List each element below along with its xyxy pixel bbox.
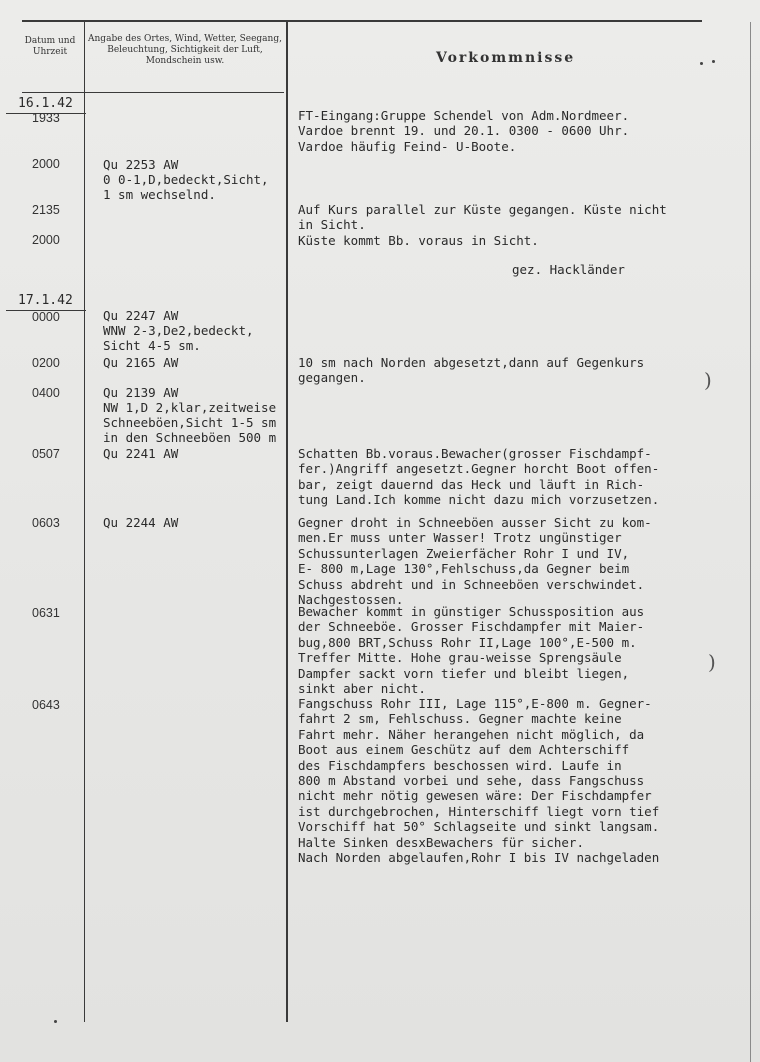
time-0603: 0603	[32, 516, 60, 530]
event-0603: Gegner droht in Schneeböen ausser Sicht zu kom- men.Er muss unter Wasser! Trotz ungünstiger Schussunterlagen Zweierfächer Rohr I und IV, E- 800 m,Lage 130°,Fehlschuss,da Gegner beim Schuss abdreht und in Schneeböen verschwindet. Nachgestossen.	[298, 515, 652, 608]
header-dot	[700, 62, 703, 65]
event-0631: Bewacher kommt in günstiger Schussposition aus der Schneeböe. Grosser Fischdampfer mit Maier- bug,800 BRT,Schuss Rohr II,Lage 100°,E-500 m. Treffer Mitte. Hohe grau-weisse Sprengsäule Dampfer sackt vorn tiefer und bleibt liegen, sinkt aber nicht.	[298, 604, 645, 697]
date-16-1-42: 16.1.42	[18, 96, 73, 111]
position-0507: Qu 2241 AW	[103, 446, 179, 461]
time-0400: 0400	[32, 386, 60, 400]
header-location-weather: Angabe des Ortes, Wind, Wetter, Seegang, Beleuchtung, Sichtigkeit der Luft, Mondschein usw.	[88, 34, 282, 66]
event-0200: 10 sm nach Norden abgesetzt,dann auf Gegenkurs gegangen.	[298, 355, 645, 386]
time-0000: 0000	[32, 310, 60, 324]
date-17-1-42: 17.1.42	[18, 293, 73, 308]
time-0200: 0200	[32, 356, 60, 370]
time-2000-b: 2000	[32, 233, 60, 247]
header-events: Vorkommnisse	[436, 50, 576, 66]
event-0643: Fangschuss Rohr III, Lage 115°,E-800 m. Gegner- fahrt 2 sm, Fehlschuss. Gegner machte keine Fahrt mehr. Näher herangehen nicht möglich, da Boot aus einem Geschütz auf dem Achterschiff des Fischdampfers beschossen wird. Laufe in 800 m Abstand vorbei und sehe, dass Fangschuss nicht mehr nötig gewesen wäre: Der Fischdampfer ist durchgebrochen, Hinterschiff liegt vorn tief Vorschiff hat 50° Schlagseite und sinkt langsam. Halte Sinken desxBewachers für sicher. Nach Norden abgelaufen,Rohr I bis IV nachgeladen	[298, 696, 660, 866]
column-divider-1	[84, 22, 85, 1022]
margin-mark: )	[708, 650, 716, 674]
header-dot	[712, 60, 715, 63]
position-0603: Qu 2244 AW	[103, 515, 179, 530]
event-2000-b: Küste kommt Bb. voraus in Sicht.	[298, 233, 539, 248]
time-1933: 1933	[32, 111, 60, 125]
position-0000: Qu 2247 AW WNW 2-3,De2,bedeckt, Sicht 4-5 sm.	[103, 308, 254, 353]
signature: gez. Hackländer	[512, 262, 625, 277]
margin-mark: )	[704, 368, 712, 392]
corner-mark	[54, 1020, 57, 1023]
header-date-time: Datum und Uhrzeit	[24, 36, 76, 57]
top-rule	[22, 20, 702, 22]
position-2000: Qu 2253 AW 0 0-1,D,bedeckt,Sicht, 1 sm wechselnd.	[103, 157, 269, 202]
time-0631: 0631	[32, 606, 60, 620]
time-0643: 0643	[32, 698, 60, 712]
position-0200: Qu 2165 AW	[103, 355, 179, 370]
time-0507: 0507	[32, 447, 60, 461]
header-rule	[22, 92, 284, 93]
time-2000: 2000	[32, 157, 60, 171]
event-2135: Auf Kurs parallel zur Küste gegangen. Küste nicht in Sicht.	[298, 202, 667, 233]
time-2135: 2135	[32, 203, 60, 217]
position-0400: Qu 2139 AW NW 1,D 2,klar,zeitweise Schneeböen,Sicht 1-5 sm in den Schneeböen 500 m	[103, 385, 277, 445]
event-0507: Schatten Bb.voraus.Bewacher(grosser Fischdampf- fer.)Angriff angesetzt.Gegner horcht Boot offen- bar, zeigt dauernd das Heck und läuft in Rich- tung Land.Ich komme nicht dazu mich vorzusetzen.	[298, 446, 660, 508]
event-1933: FT-Eingang:Gruppe Schendel von Adm.Nordmeer. Vardoe brennt 19. und 20.1. 0300 - 0600 Uhr. Vardoe häufig Feind- U-Boote.	[298, 108, 630, 154]
